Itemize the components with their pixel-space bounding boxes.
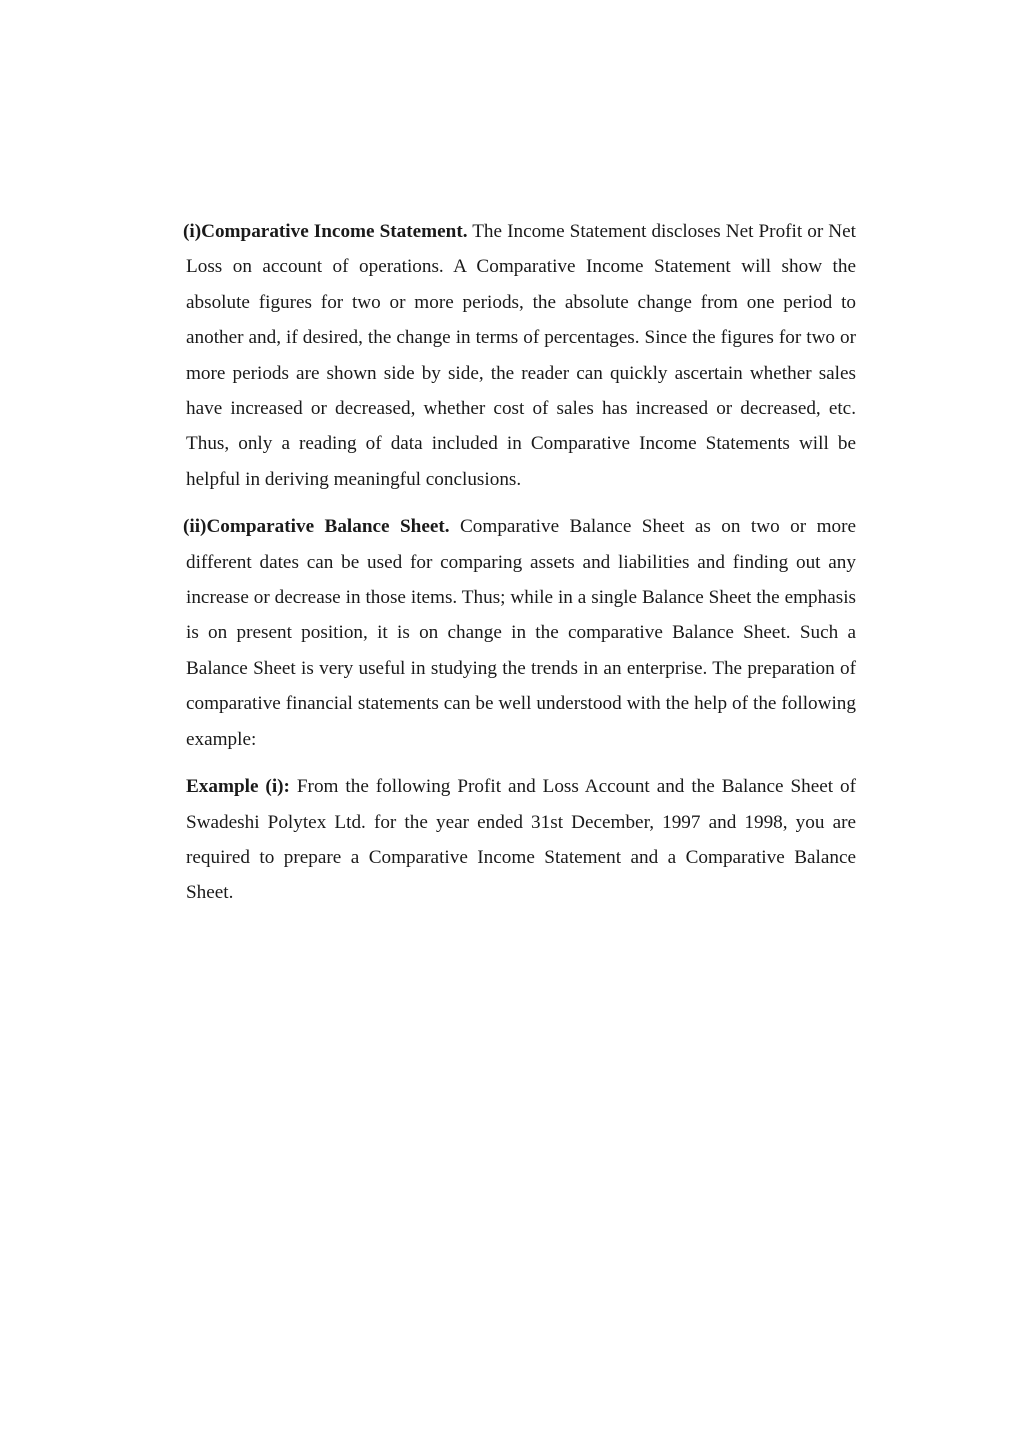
paragraph-comparative-income-statement — [183, 214, 856, 497]
document-page — [183, 214, 856, 911]
paragraph-body-example: From the following Profit and Loss Account and the Balance Sheet of Swadeshi Polytex Ltd. for the year ended 31st December, 1997 and 1998, you are required to prepare a Comparative Income Statement and a Comparative Balance Sheet. — [186, 776, 856, 904]
paragraph-example — [186, 769, 856, 911]
paragraph-heading-balance-sheet: (ii)Comparative Balance Sheet. — [183, 516, 450, 538]
paragraph-comparative-balance-sheet — [183, 509, 856, 757]
paragraph-heading-example: Example (i): — [186, 776, 290, 798]
paragraph-body-income-statement: The Income Statement discloses Net Profit or Net Loss on account of operations. A Comparative Income Statement will show the absolute figures for two or more periods, the absolute change from one period to another and, if desired, the change in terms of percentages. Since the figures for two or more periods are shown side by side, the reader can quickly ascertain whether sales have increased or decreased, whether cost of sales has increased or decreased, etc. Thus, only a reading of data included in Comparative Income Statements will be helpful in deriving meaningful conclusions. — [186, 221, 856, 490]
paragraph-body-balance-sheet: Comparative Balance Sheet as on two or more different dates can be used for comparing assets and liabilities and finding out any increase or decrease in those items. Thus; while in a single Balance Sheet the emphasis is on present position, it is on change in the comparative Balance Sheet. Such a Balance Sheet is very useful in studying the trends in an enterprise. The preparation of comparative financial statements can be well understood with the help of the following example: — [186, 516, 856, 750]
paragraph-heading-income-statement: (i)Comparative Income Statement. — [183, 221, 468, 242]
